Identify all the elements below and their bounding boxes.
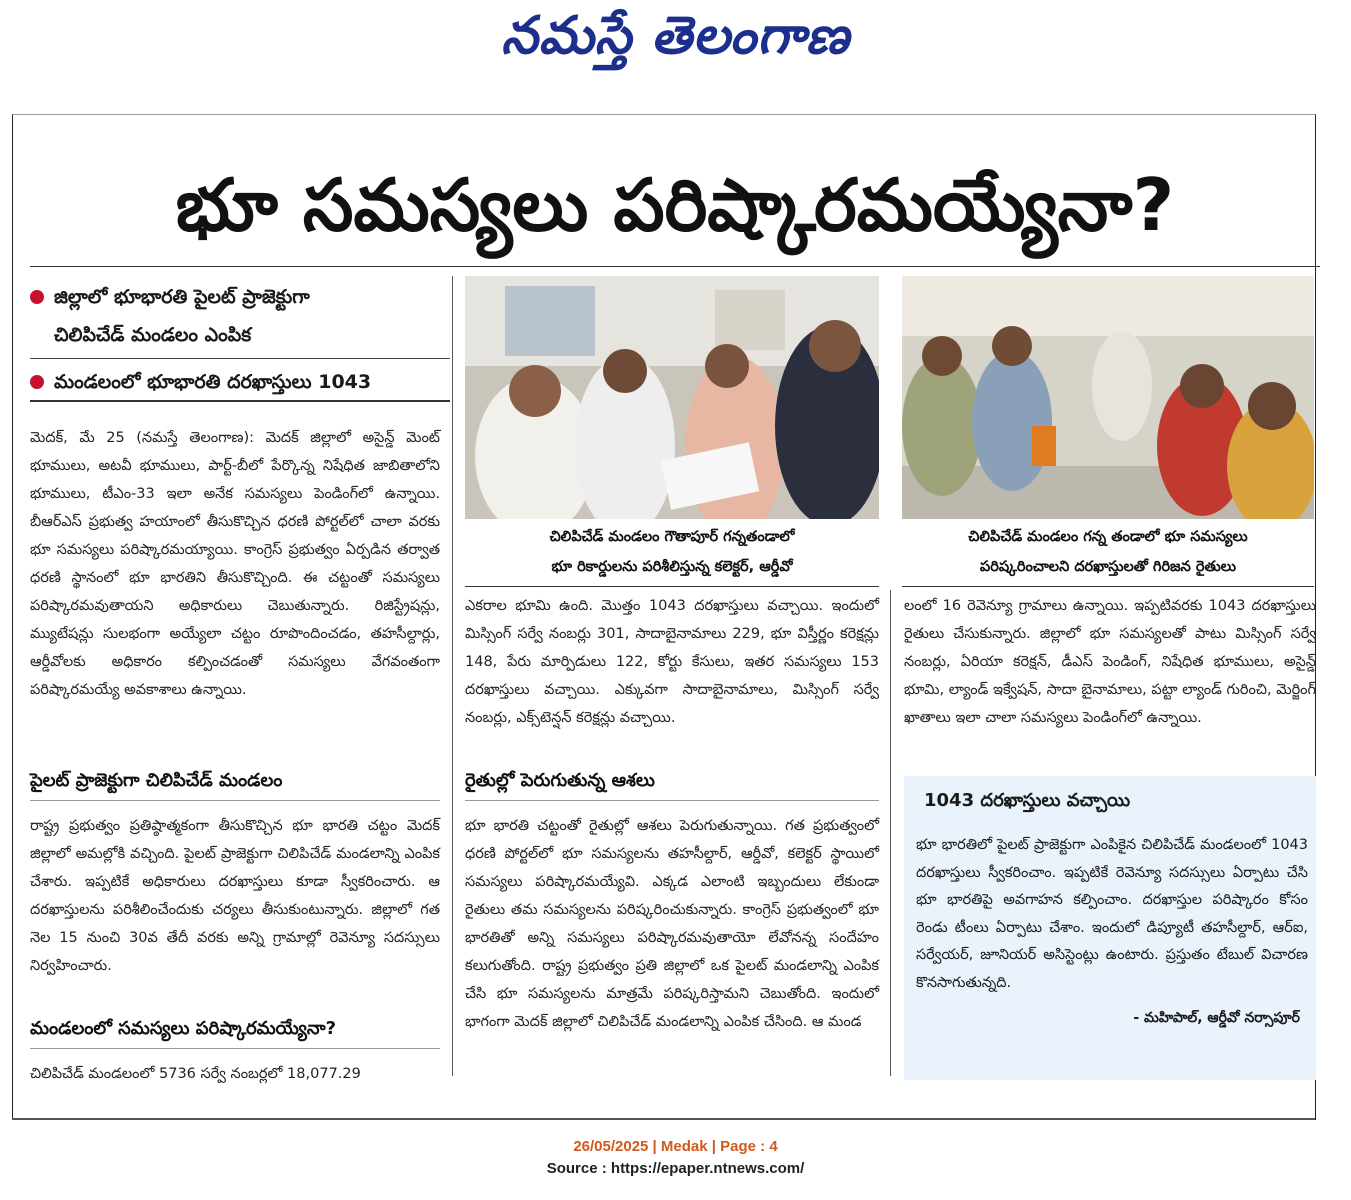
body-paragraph: భూ భారతి చట్టంతో రైతుల్లో ఆశలు పెరుగుతున్నాయి. గత ప్రభుత్వంలో ధరణి పోర్టల్‌లో భూ సమస్యలను తహసీల్దార్, ఆర్డీవో, కలెక్టర్ స్థాయిలో సమస్యలు పరిష్కారమయ్యేవి. ఎక్కడ ఎలాంటి ఇబ్బందులు లేకుండా రైతులు తమ సమస్యలను పరిష్కరించుకున్నారు. కాంగ్రెస్ ప్రభుత్వంలో భూ భారతితో అన్ని సమస్యలు పరిష్కారమవుతాయో లేవోనన్న సందేహం కలుగుతోంది. రాష్ట్ర ప్రభుత్వం ప్రతి జిల్లాలో ఒక పైలట్ మండలాన్ని ఎంపిక చేసి భూ సమస్యలను మాత్రమే పరిష్కరిస్తామని చెబుతోంది. ఇందులో భాగంగా మెదక్ జిల్లాలో చిలిపిచేడ్ మండలాన్ని ఎంపిక చేసింది. ఆ మండ [465,818,879,1030]
subheading: రైతుల్లో పెరుగుతున్న ఆశలు [465,770,655,791]
bullet-item-continued: చిలిపిచేడ్ మండలం ఎంపిక [54,324,252,346]
body-paragraph: మెదక్, మే 25 (నమస్తే తెలంగాణ): మెదక్ జిల్లాలో అసైన్డ్ మెంట్ భూములు, అటవీ భూములు, పార్ట్-బీలో పేర్కొన్న నిషేధిత జాబితాలోని భూములు, టీఎం-33 ఇలా అనేక సమస్యలు పెండింగ్‌లో ఉన్నాయి. బీఆర్‌ఎస్ ప్రభుత్వ హయాంలో తీసుకొచ్చిన ధరణి పోర్టల్‌లో చాలా వరకు భూ సమస్యలు పరిష్కారమయ్యాయి. కాంగ్రెస్ ప్రభుత్వం ఏర్పడిన తర్వాత ధరణి స్థానంలో భూ భారతిని తీసుకొచ్చింది. ఈ చట్టంతో సమస్యలు పరిష్కారమవుతాయని అధికారులు చెబుతున్నారు. రిజిస్ట్రేషన్లు, మ్యుటేషన్లు సులభంగా అయ్యేలా చట్టం రూపొందించడం, తహసీల్దార్లు, ఆర్డీవోలకు అధికారం కల్పించడంతో సమస్యలు వేగవంతంగా పరిష్కారమయ్యే అవకాశాలు ఉన్నాయి. [30,430,440,698]
photo-placeholder-image [902,276,1314,519]
photo-caption: చిలిపిచేడ్ మండలం గన్న తండాలో భూ సమస్యలు పరిష్కరించాలని దరఖాస్తులతో గిరిజన రైతులు [968,529,1248,575]
bullet-divider [30,358,450,359]
subheading-rule [30,1048,440,1049]
subheading: పైలట్ ప్రాజెక్టుగా చిలిపిచేడ్ మండలం [30,770,283,791]
photo-placeholder-image [465,276,879,519]
body-paragraph: చిలిపిచేడ్ మండలంలో 5736 సర్వే నంబర్లలో 18,077.29 [30,1066,361,1082]
body-paragraph: రాష్ట్ర ప్రభుత్వం ప్రతిష్ఠాత్మకంగా తీసుకొచ్చిన భూ భారతి చట్టం మెదక్ జిల్లాలో అమల్లోకి వచ్చింది. పైలట్ ప్రాజెక్టుగా చిలిపిచేడ్ మండలాన్ని ఎంపిక చేశారు. ఇప్పటికే అధికారులు దరఖాస్తులు కూడా స్వీకరించారు. ఆ దరఖాస్తులను పరిశీలించేందుకు చర్యలు తీసుకుంటున్నారు. జిల్లాలో గత నెల 15 నుంచి 30వ తేదీ వరకు అన్ని గ్రామాల్లో రెవెన్యూ సదస్సులు నిర్వహించారు. [30,818,440,974]
box-body: భూ భారతిలో పైలట్ ప్రాజెక్టుగా ఎంపికైన చిలిపిచేడ్ మండలంలో 1043 దరఖాస్తులు స్వీకరించాం. ఇప్పటికే రెవెన్యూ సదస్సులు ఏర్పాటు చేసి భూ భారతిపై అవగాహన కల్పించాం. దరఖాస్తుల పరిష్కారం కోసం రెండు టీంలు ఏర్పాటు చేశాం. ఇందులో డిప్యూటీ తహసీల్దార్, ఆర్ఐ, సర్వేయర్, జూనియర్ అసిస్టెంట్లు ఉంటారు. ప్రస్తుతం టేబుల్ విచారణ కొనసాగుతున్నది. [916,837,1308,991]
bullet-item: మండలంలో భూభారతి దరఖాస్తులు 1043 [30,363,450,401]
article-headline: భూ సమస్యలు పరిష్కారమయ్యేనా? [175,163,1175,247]
caption-rule [902,586,1314,587]
page-date-info: 26/05/2025 | Medak | Page : 4 [573,1138,778,1155]
column-divider [890,590,891,1076]
collector-inspection-photo [465,276,879,519]
subheading: మండలంలో సమస్యలు పరిష్కారమయ్యేనా? [30,1018,337,1039]
box-title: 1043 దరఖాస్తులు వచ్చాయి [924,790,1131,811]
highlight-bullets [30,278,450,401]
caption-rule [465,586,879,587]
page-bottom-rule [12,1118,1315,1120]
box-signature: - మహిపాల్, ఆర్డీవో నర్సాపూర్ [1133,1010,1300,1026]
bullet-dot-icon [30,375,44,389]
body-paragraph: ఎకరాల భూమి ఉంది. మొత్తం 1043 దరఖాస్తులు వచ్చాయి. ఇందులో మిస్సింగ్ సర్వే నంబర్లు 301, సాదాబైనామాలు 229, భూ విస్తీర్ణం కరెక్షన్లు 148, పేరు మార్పిడులు 122, కోర్టు కేసులు, ఇతర సమస్యలు 153 దరఖాస్తులు వచ్చాయి. ఎక్కువగా సాదాబైనామాలు, మిస్సింగ్ సర్వే నంబర్లు, ఎక్స్‌టెన్షన్ కరెక్షన్లు వచ్చాయి. [465,598,879,726]
bullet-item: జిల్లాలో భూభారతి పైలట్ ప్రాజెక్టుగా [30,278,450,316]
subheading-rule [465,800,879,801]
page-source-link[interactable]: Source : https://epaper.ntnews.com/ [546,1160,805,1177]
masthead [0,0,1351,86]
column-divider [452,276,453,1076]
bullet-dot-icon [30,290,44,304]
newspaper-logo: నమస్తే తెలంగాణ [501,6,850,66]
bullets-bottom-rule [30,400,450,402]
tribal-farmers-photo [902,276,1314,519]
photo-caption: చిలిపిచేడ్ మండలం గౌతాపూర్ గన్నతండాలో భూ రికార్డులను పరిశీలిస్తున్న కలెక్టర్, ఆర్డీవో [549,529,795,575]
body-paragraph: లంలో 16 రెవెన్యూ గ్రామాలు ఉన్నాయి. ఇప్పటివరకు 1043 దరఖాస్తులు రైతులు చేసుకున్నారు. జిల్లాలో భూ సమస్యలతో పాటు మిస్సింగ్ సర్వే నంబర్లు, ఏరియా కరెక్షన్, డీఎస్ పెండింగ్, నిషేధిత భూములు, అసైన్డ్ భూమి, ల్యాండ్ ఇక్వేషన్, సాదా బైనామాలు, పట్టా ల్యాండ్ గురించి, మెర్జింగ్ ఖాతాలు ఇలా చాలా సమస్యలు పెండింగ్‌లో ఉన్నాయి. [904,598,1316,726]
official-quote-box [904,776,1316,1080]
headline-divider [30,266,1320,267]
subheading-rule [30,800,440,801]
